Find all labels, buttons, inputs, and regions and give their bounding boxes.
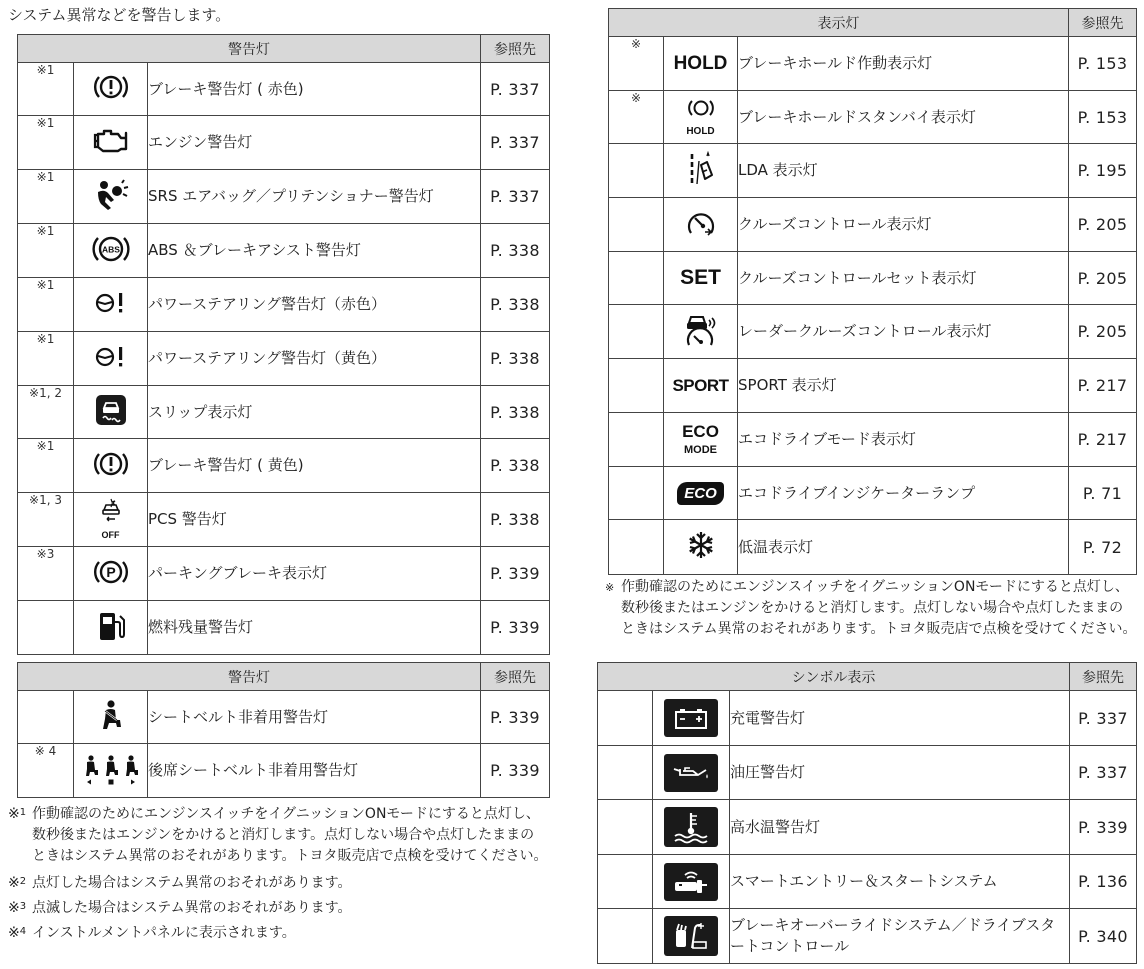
item-name: クルーズコントロールセット表示灯 <box>738 252 1069 305</box>
item-name: エコドライブモード表示灯 <box>738 413 1069 467</box>
power-steering-icon <box>93 344 129 374</box>
table-header-title: 表示灯 <box>609 9 1069 37</box>
page-ref: P. 153 <box>1069 91 1137 144</box>
lda-icon <box>687 151 715 191</box>
warning-lights-table <box>17 34 550 655</box>
item-name: クルーズコントロール表示灯 <box>738 198 1069 252</box>
table-row <box>18 493 550 547</box>
table-row <box>18 601 550 655</box>
table-row <box>18 332 550 386</box>
table-row <box>609 198 1137 252</box>
item-name: シートベルト非着用警告灯 <box>148 691 481 744</box>
note-mark <box>609 467 664 520</box>
radar-cruise-icon <box>682 312 720 352</box>
note-mark <box>598 691 653 746</box>
battery-icon <box>664 699 718 737</box>
note-mark: ※1 <box>18 63 74 116</box>
power-steering-icon <box>93 290 129 320</box>
page-ref: P. 337 <box>481 116 550 170</box>
table-row <box>609 467 1137 520</box>
page-ref: P. 205 <box>1069 252 1137 305</box>
table-row <box>18 170 550 224</box>
page-ref: P. 71 <box>1069 467 1137 520</box>
mode-label: MODE <box>684 444 717 456</box>
table-row <box>609 252 1137 305</box>
page-ref: P. 339 <box>1070 800 1137 855</box>
parking-brake-icon <box>93 556 129 592</box>
table-row <box>18 386 550 439</box>
item-name: LDA 表示灯 <box>738 144 1069 198</box>
hold-label: HOLD <box>686 125 715 137</box>
note-mark <box>609 305 664 359</box>
page-ref: P. 205 <box>1069 198 1137 252</box>
page-ref: P. 339 <box>481 547 550 601</box>
page-ref: P. 337 <box>481 63 550 116</box>
item-name: ブレーキホールド作動表示灯 <box>738 37 1069 91</box>
note-mark <box>598 855 653 909</box>
item-name: ブレーキホールドスタンバイ表示灯 <box>738 91 1069 144</box>
engine-check-icon <box>91 126 131 160</box>
page-ref: P. 338 <box>481 278 550 332</box>
eco-mode-icon <box>682 423 719 456</box>
note-mark <box>609 144 664 198</box>
table-header-title: シンボル表示 <box>598 663 1070 691</box>
footnote: ※$^3$ 点滅した場合はシステム異常のおそれがあります。 <box>8 900 352 916</box>
note-mark <box>609 198 664 252</box>
item-name: パワーステアリング警告灯（黄色） <box>148 332 481 386</box>
footnote: ※$^4$ インストルメントパネルに表示されます。 <box>8 925 296 941</box>
item-name: 油圧警告灯 <box>730 746 1070 800</box>
item-name: SRS エアバッグ／プリテンショナー警告灯 <box>148 170 481 224</box>
table-row <box>18 63 550 116</box>
page-ref: P. 339 <box>481 744 550 798</box>
page-ref: P. 339 <box>481 691 550 744</box>
symbol-table <box>597 662 1137 964</box>
table-row <box>18 547 550 601</box>
table-header-ref: 参照先 <box>1070 663 1137 691</box>
page-ref: P. 153 <box>1069 37 1137 91</box>
pcs-off-icon <box>96 498 126 541</box>
note-mark: ※1 <box>18 116 74 170</box>
note-mark: ※1 <box>18 224 74 278</box>
snowflake-icon <box>686 530 716 564</box>
item-name: 燃料残量警告灯 <box>148 601 481 655</box>
brake-warning-icon <box>93 448 129 484</box>
sport-text-icon: SPORT <box>672 375 729 395</box>
page-ref: P. 338 <box>481 224 550 278</box>
page-ref: P. 136 <box>1070 855 1137 909</box>
table-row <box>598 800 1137 855</box>
table-row <box>609 413 1137 467</box>
note-mark <box>609 252 664 305</box>
table-row <box>609 520 1137 575</box>
eco-indicator-icon <box>677 482 724 505</box>
coolant-temp-icon <box>664 807 718 847</box>
note-mark <box>598 746 653 800</box>
table-header-ref: 参照先 <box>481 35 550 63</box>
note-mark <box>609 413 664 467</box>
item-name: 高水温警告灯 <box>730 800 1070 855</box>
table-row <box>598 746 1137 800</box>
srs-airbag-icon <box>93 178 129 216</box>
page-ref: P. 337 <box>481 170 550 224</box>
table-row <box>18 439 550 493</box>
note-mark: ※ 4 <box>18 744 74 798</box>
slip-indicator-icon <box>95 394 127 430</box>
note-mark <box>598 800 653 855</box>
page-ref: P. 217 <box>1069 359 1137 413</box>
eco-badge: ECO <box>677 482 724 505</box>
table-row <box>598 691 1137 746</box>
note-mark: ※1 <box>18 439 74 493</box>
page-ref: P. 205 <box>1069 305 1137 359</box>
table-header-title: 警告灯 <box>18 663 481 691</box>
page-ref: P. 217 <box>1069 413 1137 467</box>
note-mark <box>18 601 74 655</box>
intro-text: システム異常などを警告します。 <box>8 6 231 24</box>
hold-standby-icon <box>686 98 714 137</box>
item-name: SPORT 表示灯 <box>738 359 1069 413</box>
seatbelt-icon <box>96 699 126 735</box>
page-ref: P. 338 <box>481 439 550 493</box>
table-row <box>609 305 1137 359</box>
note-mark: ※ <box>609 91 664 144</box>
footnote: ※$^2$ 点灯した場合はシステム異常のおそれがあります。 <box>8 875 352 891</box>
item-name: ブレーキ警告灯 ( 黄色) <box>148 439 481 493</box>
note-mark <box>18 691 74 744</box>
page-ref: P. 338 <box>481 332 550 386</box>
page-ref: P. 339 <box>481 601 550 655</box>
brake-override-icon <box>664 916 718 956</box>
brake-warning-icon <box>93 71 129 107</box>
note-mark: ※1 <box>18 278 74 332</box>
note-mark <box>598 909 653 964</box>
table-row <box>609 144 1137 198</box>
table-row <box>18 691 550 744</box>
table-row <box>18 224 550 278</box>
eco-label: ECO <box>682 422 719 441</box>
seatbelt-warning-table <box>17 662 550 798</box>
indicator-lights-table <box>608 8 1137 575</box>
smart-entry-icon <box>664 863 718 901</box>
item-name: スマートエントリー＆スタートシステム <box>730 855 1070 909</box>
cruise-control-icon <box>685 208 717 242</box>
abs-icon <box>92 233 130 269</box>
page-ref: P. 338 <box>481 386 550 439</box>
item-name: 低温表示灯 <box>738 520 1069 575</box>
note-mark: ※1, 2 <box>18 386 74 439</box>
oil-pressure-icon <box>664 754 718 792</box>
fuel-icon <box>96 610 126 646</box>
pcs-off-label: OFF <box>101 530 120 540</box>
item-name: ブレーキオーバーライドシステム／ドライブスタートコントロール <box>730 909 1070 964</box>
footnotes-left <box>8 804 548 944</box>
table-row <box>609 359 1137 413</box>
note-mark: ※1 <box>18 332 74 386</box>
note-mark <box>609 520 664 575</box>
svg-text:ABS: ABS <box>101 244 120 254</box>
table-row <box>18 278 550 332</box>
rear-seatbelt-icon <box>81 753 141 789</box>
item-name: パーキングブレーキ表示灯 <box>148 547 481 601</box>
item-name: エコドライブインジケーターランプ <box>738 467 1069 520</box>
note-mark: ※3 <box>18 547 74 601</box>
item-name: エンジン警告灯 <box>148 116 481 170</box>
item-name: ブレーキ警告灯 ( 赤色) <box>148 63 481 116</box>
hold-text-icon: HOLD <box>673 52 728 74</box>
page-ref: P. 337 <box>1070 746 1137 800</box>
svg-text:P: P <box>105 563 116 580</box>
footnote-right: ※ 作動確認のためにエンジンスイッチをイグニッションONモードにすると点灯し、数秒後またはエンジンをかけると消灯します。点灯しない場合や点灯したままのときはシステム異常のおそれがあります。トヨタ販売店で点検を受けてください。 <box>605 579 1137 637</box>
item-name: パワーステアリング警告灯（赤色） <box>148 278 481 332</box>
page-ref: P. 72 <box>1069 520 1137 575</box>
table-row <box>18 116 550 170</box>
item-name: 充電警告灯 <box>730 691 1070 746</box>
page-ref: P. 195 <box>1069 144 1137 198</box>
table-row <box>18 744 550 798</box>
table-row <box>598 855 1137 909</box>
note-mark: ※1 <box>18 170 74 224</box>
page-ref: P. 340 <box>1070 909 1137 964</box>
item-name: レーダークルーズコントロール表示灯 <box>738 305 1069 359</box>
item-name: PCS 警告灯 <box>148 493 481 547</box>
note-mark <box>609 359 664 413</box>
set-text-icon: SET <box>680 266 721 289</box>
table-header-ref: 参照先 <box>481 663 550 691</box>
page-ref: P. 337 <box>1070 691 1137 746</box>
table-header-ref: 参照先 <box>1069 9 1137 37</box>
item-name: ABS ＆ブレーキアシスト警告灯 <box>148 224 481 278</box>
note-mark: ※1, 3 <box>18 493 74 547</box>
item-name: 後席シートベルト非着用警告灯 <box>148 744 481 798</box>
item-name: スリップ表示灯 <box>148 386 481 439</box>
table-row <box>598 909 1137 964</box>
page-ref: P. 338 <box>481 493 550 547</box>
note-mark: ※ <box>609 37 664 91</box>
table-row <box>609 37 1137 91</box>
table-row <box>609 91 1137 144</box>
table-header-title: 警告灯 <box>18 35 481 63</box>
footnote: ※$^1$ 作動確認のためにエンジンスイッチをイグニッションONモードにすると点灯し、数秒後またはエンジンをかけると消灯します。点灯しない場合や点灯したままのときはシステム異常のおそれがあります。トヨタ販売店で点検を受けてください。 <box>8 806 548 864</box>
